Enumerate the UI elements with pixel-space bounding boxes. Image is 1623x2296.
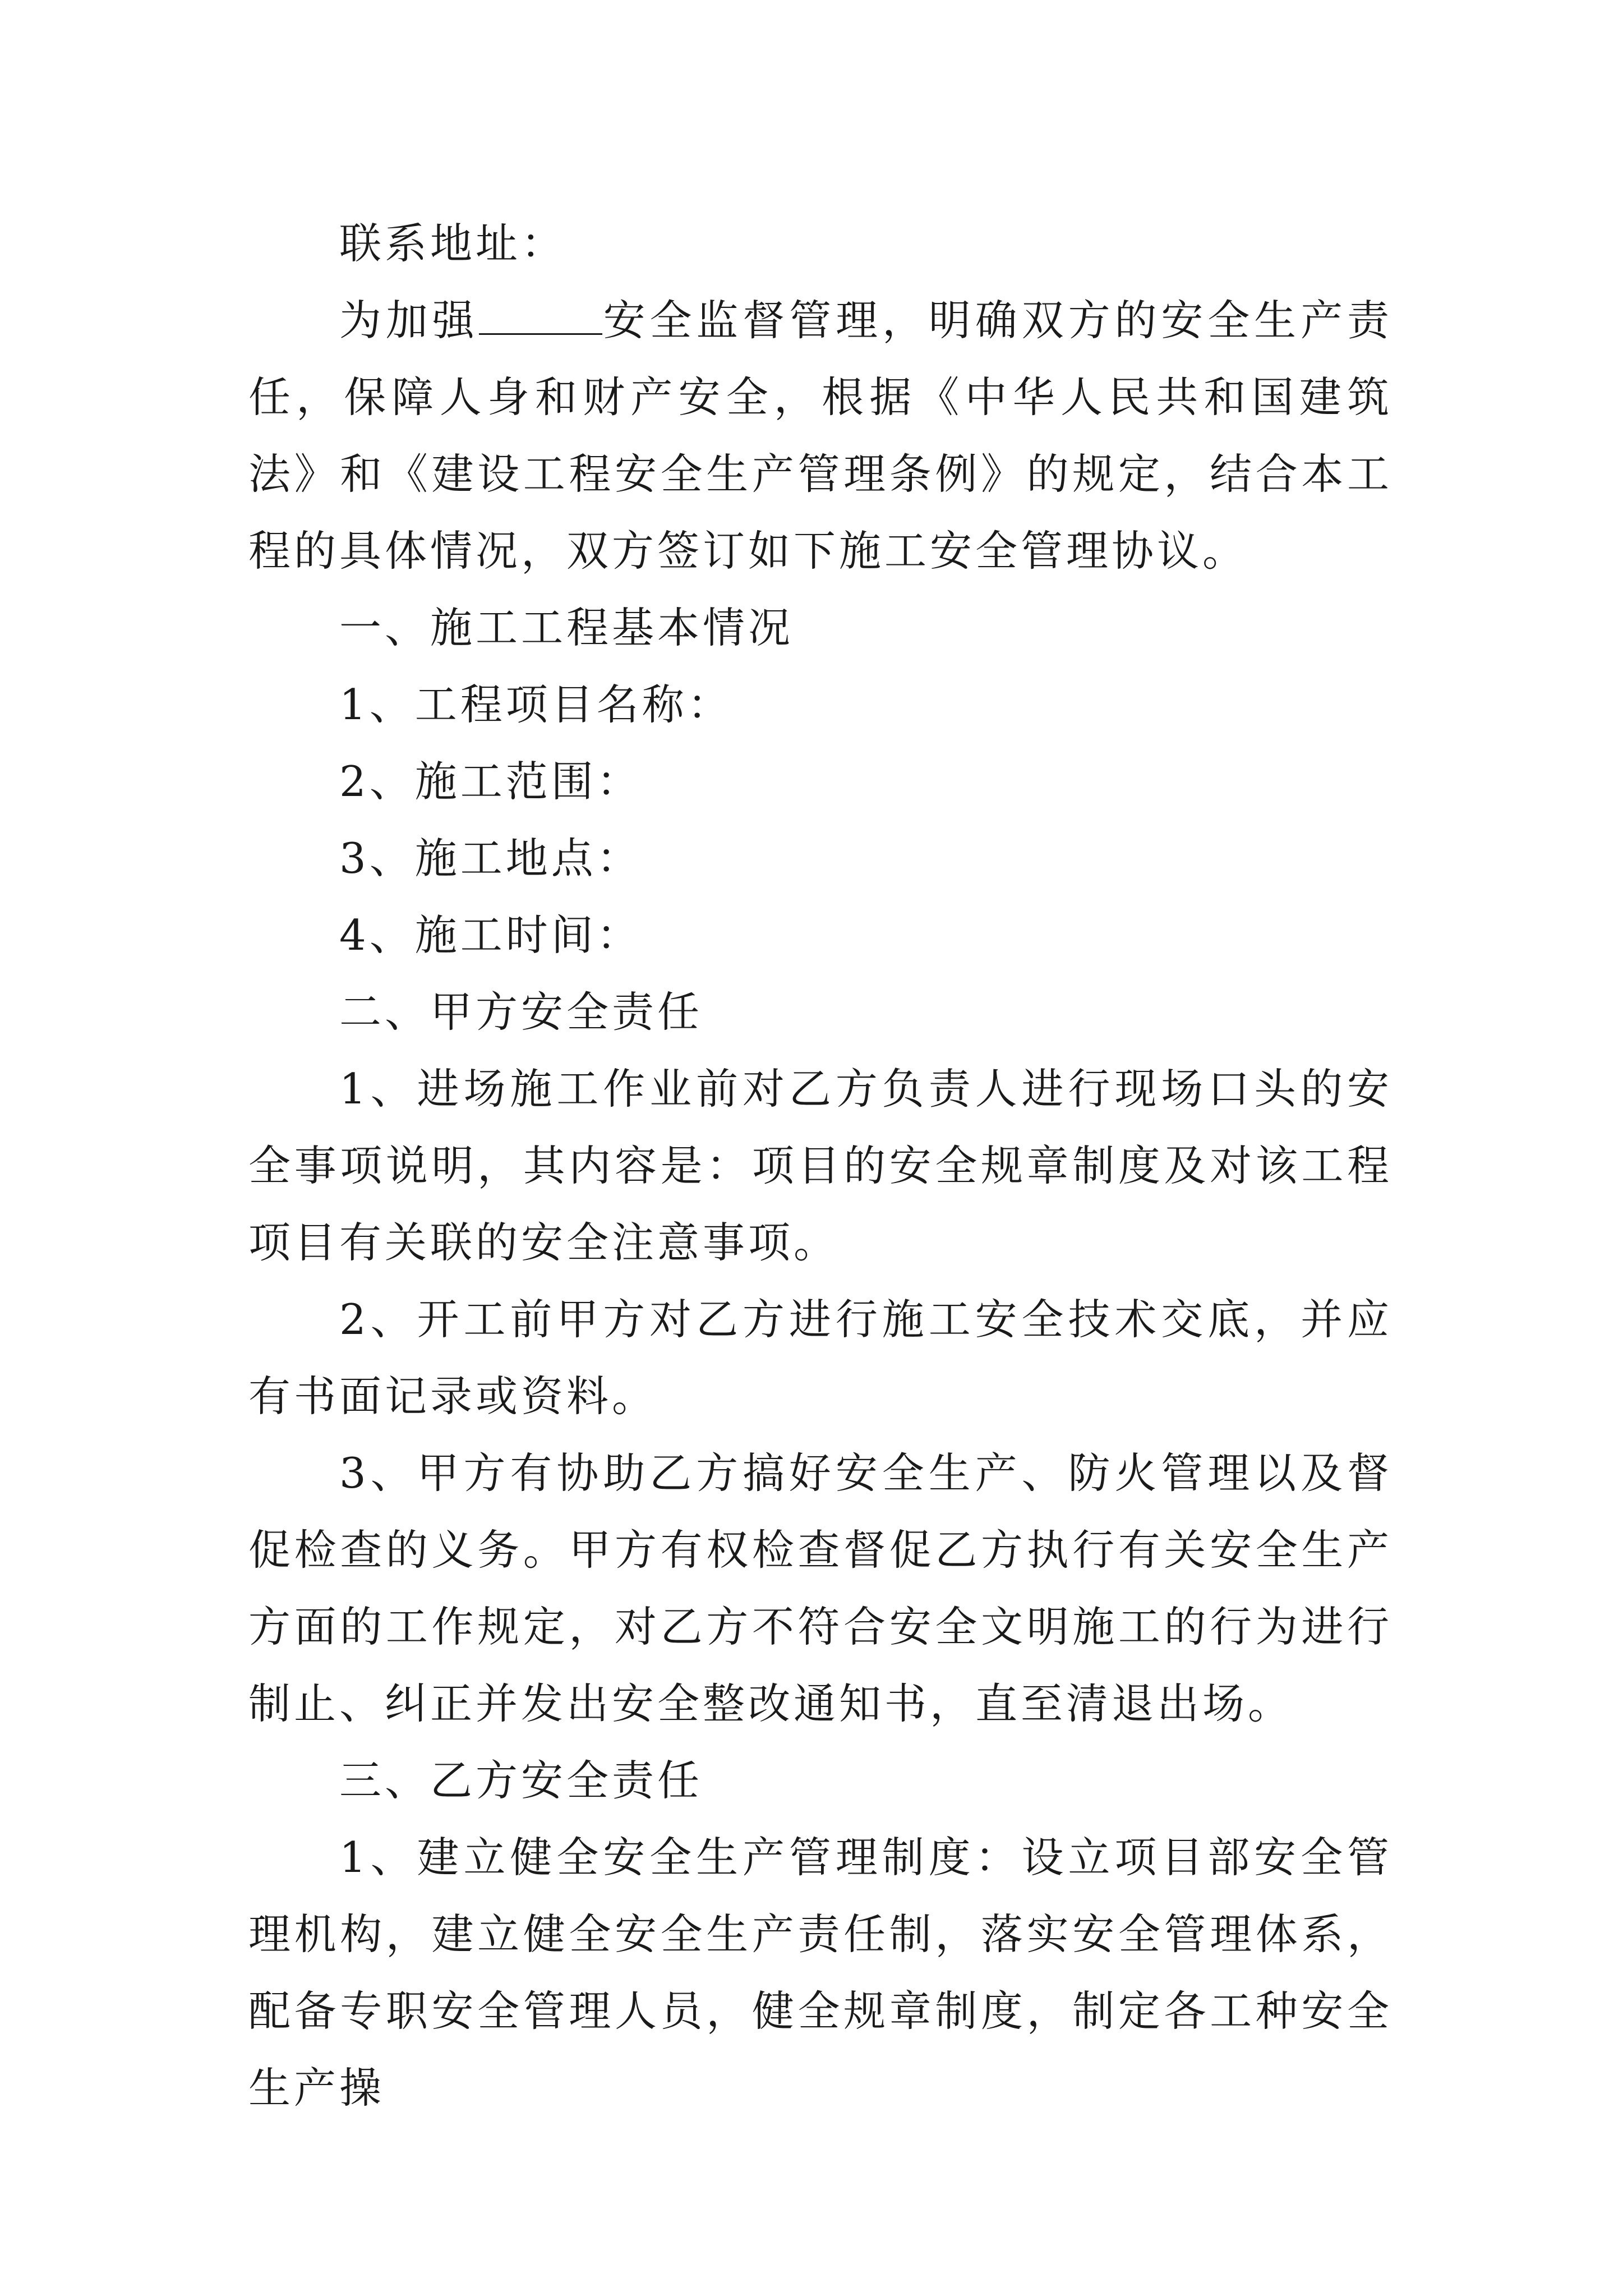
intro-paragraph bbox=[248, 282, 1393, 590]
section-heading-3: 三、乙方安全责任 bbox=[339, 1756, 703, 1805]
intro-text-before-blank: 为加强 bbox=[339, 296, 479, 345]
construction-scope-item: 2、施工范围： bbox=[339, 757, 642, 806]
construction-time-item: 4、施工时间： bbox=[339, 910, 642, 960]
party-b-item-1: 1、建立健全安全生产管理制度：设立项目部安全管理机构，建立健全安全生产责任制，落实安全管理体系，配备专职安全管理人员，健全规章制度，制定各工种安全生产操 bbox=[248, 1833, 1393, 2113]
party-a-item-3: 3、甲方有协助乙方搞好安全生产、防火管理以及督促检查的义务。甲方有权检查督促乙方执行有关安全生产方面的工作规定，对乙方不符合安全文明施工的行为进行制止、纠正并发出安全整改通知书，直至清退出场。 bbox=[248, 1448, 1393, 1728]
intro-text-after-blank: 安全监督管理，明确双方的安全生产责任，保障人身和财产安全，根据《中华人民共和国建筑法》和《建设工程安全生产管理条例》的规定，结合本工程的具体情况，双方签订如下施工安全管理协议。 bbox=[248, 296, 1393, 576]
document-body bbox=[248, 205, 1393, 2127]
contact-address-line: 联系地址： bbox=[339, 219, 567, 268]
party-a-item-2: 2、开工前甲方对乙方进行施工安全技术交底，并应有书面记录或资料。 bbox=[248, 1295, 1393, 1421]
section-heading-2: 二、甲方安全责任 bbox=[339, 987, 703, 1037]
section-heading-1: 一、施工工程基本情况 bbox=[339, 603, 794, 652]
fill-in-blank bbox=[479, 300, 602, 335]
party-a-item-1: 1、进场施工作业前对乙方负责人进行现场口头的安全事项说明，其内容是：项目的安全规章制度及对该工程项目有关联的安全注意事项。 bbox=[248, 1064, 1393, 1267]
project-name-item: 1、工程项目名称： bbox=[339, 680, 733, 729]
construction-location-item: 3、施工地点： bbox=[339, 834, 642, 883]
